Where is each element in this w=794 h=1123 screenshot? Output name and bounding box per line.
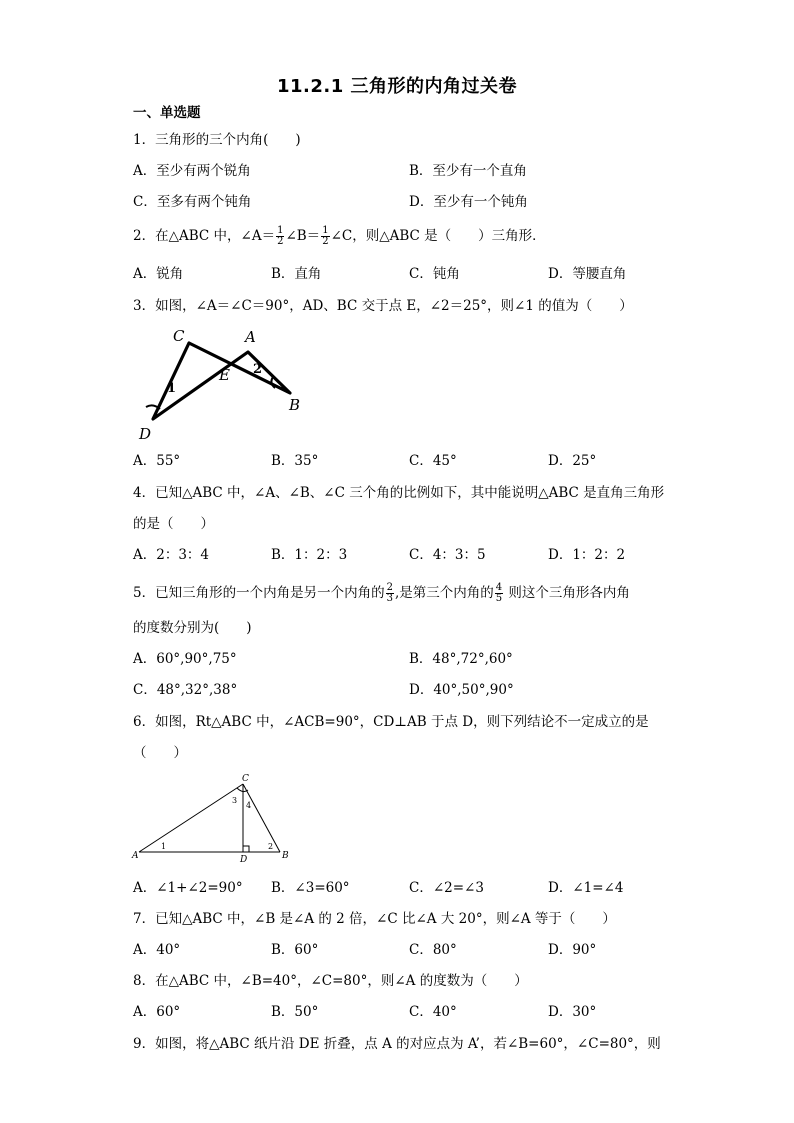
q5-frac1-den: 3: [386, 593, 393, 604]
q6-stem-line1: 6．如图，Rt△ABC 中，∠ACB=90°，CD⊥AB 于点 D，则下列结论不一定成立的是: [133, 714, 649, 730]
q8-option-c: C．40°: [409, 1004, 457, 1020]
q3-option-a: A．55°: [133, 453, 181, 469]
q3-figure: [133, 325, 313, 445]
q7-option-a: A．40°: [133, 942, 181, 958]
q2-frac2-num: 1: [322, 225, 329, 236]
q2-option-b: B．直角: [271, 266, 322, 282]
q7-option-b: B．60°: [271, 942, 319, 958]
q6-option-d: D．∠1=∠4: [548, 880, 624, 896]
q4-option-a: A．2：3：4: [133, 547, 210, 563]
q2-stem: [133, 226, 546, 247]
q6-label-angle-1: 1: [161, 842, 167, 851]
q2-stem-prefix: 2．在△ABC 中，∠A＝: [133, 228, 276, 244]
q6-label-c: C: [242, 774, 249, 784]
q5-stem-prefix: 5．已知三角形的一个内角是另一个内角的: [133, 585, 385, 601]
q3-stem: 3．如图，∠A＝∠C＝90°，AD、BC 交于点 E，∠2＝25°，则∠1 的值为（ ）: [133, 298, 633, 314]
q2-fraction-1: [276, 226, 284, 247]
q6-stem-line2: （ ）: [133, 745, 187, 761]
page-title: 11.2.1 三角形的内角过关卷: [276, 76, 518, 97]
q3-option-d: D．25°: [548, 453, 597, 469]
q5-option-d: D．40°,50°,90°: [409, 682, 514, 698]
q1-stem: 1．三角形的三个内角( ): [133, 132, 301, 148]
q3-label-c: C: [173, 327, 185, 345]
q6-side-ac: [139, 784, 243, 852]
q6-option-b: B．∠3=60°: [271, 880, 350, 896]
q4-stem-line1: 4．已知△ABC 中，∠A、∠B、∠C 三个角的比例如下，其中能说明△ABC 是直角三角形: [133, 485, 665, 501]
q2-option-d: D．等腰直角: [548, 266, 627, 282]
q6-label-a: A: [132, 851, 139, 861]
q3-option-b: B．35°: [271, 453, 319, 469]
q7-option-d: D．90°: [548, 942, 597, 958]
q8-stem: 8．在△ABC 中，∠B=40°，∠C=80°，则∠A 的度数为（ ）: [133, 973, 528, 989]
q5-frac2-den: 5: [495, 593, 503, 604]
q3-option-c: C．45°: [409, 453, 457, 469]
q2-stem-suffix: ∠C，则△ABC 是（ ）三角形．: [330, 228, 546, 244]
q3-label-angle-1: 1: [167, 381, 177, 396]
q2-frac2-den: 2: [322, 236, 329, 247]
q6-label-d: D: [240, 855, 248, 864]
q5-option-b: B．48°,72°,60°: [409, 651, 513, 667]
section-heading: 一、单选题: [133, 105, 201, 121]
q8-option-a: A．60°: [133, 1004, 181, 1020]
q6-label-angle-3: 3: [232, 796, 238, 805]
q5-frac1-num: 2: [386, 582, 393, 593]
q4-option-b: B．1：2：3: [271, 547, 348, 563]
q6-label-angle-4: 4: [246, 801, 252, 810]
q2-fraction-2: [321, 226, 329, 247]
q5-stem-mid: ,是第三个内角的: [394, 585, 494, 601]
q2-frac1-num: 1: [277, 225, 284, 236]
q4-stem-line2: 的是（ ）: [133, 516, 214, 532]
q2-stem-mid: ∠B＝: [285, 228, 321, 244]
q3-label-e: E: [219, 366, 230, 384]
q8-option-b: B．50°: [271, 1004, 319, 1020]
q3-label-a: A: [245, 328, 256, 346]
q5-fraction-1: [386, 583, 394, 604]
q5-fraction-2: [495, 583, 503, 604]
q3-label-d: D: [139, 425, 152, 443]
q5-stem-line1: [133, 583, 630, 604]
q8-option-d: D．30°: [548, 1004, 597, 1020]
q6-side-bc: [243, 784, 280, 852]
q9-stem: 9．如图，将△ABC 纸片沿 DE 折叠，点 A 的对应点为 A’，若∠B=60°，∠C=80°，则: [133, 1036, 661, 1052]
q5-option-a: A．60°,90°,75°: [133, 651, 237, 667]
q2-frac1-den: 2: [277, 236, 284, 247]
q7-option-c: C．80°: [409, 942, 457, 958]
q6-option-c: C．∠2=∠3: [409, 880, 484, 896]
q1-option-a: A．至少有两个锐角: [133, 163, 251, 179]
q2-option-c: C．钝角: [409, 266, 460, 282]
q6-label-angle-2: 2: [268, 842, 274, 851]
q7-stem: 7．已知△ABC 中，∠B 是∠A 的 2 倍，∠C 比∠A 大 20°，则∠A 等于（ ）: [133, 911, 616, 927]
q1-option-d: D．至少有一个钝角: [409, 194, 528, 210]
q6-right-angle-mark: [243, 846, 249, 852]
q1-option-b: B．至少有一个直角: [409, 163, 527, 179]
q6-figure: [130, 772, 295, 864]
q3-label-angle-2: 2: [253, 362, 263, 377]
q6-label-b: B: [282, 851, 289, 861]
q4-option-c: C．4：3：5: [409, 547, 486, 563]
q3-label-b: B: [289, 396, 301, 414]
q5-stem-suffix: 则这个三角形各内角: [504, 585, 630, 601]
q1-option-c: C．至多有两个钝角: [133, 194, 252, 210]
q5-stem-line2: 的度数分别为( ): [133, 620, 252, 636]
q6-option-a: A．∠1+∠2=90°: [133, 880, 243, 896]
q2-option-a: A．锐角: [133, 266, 184, 282]
q5-frac2-num: 4: [495, 582, 503, 593]
q5-option-c: C．48°,32°,38°: [133, 682, 238, 698]
q4-option-d: D．1：2：2: [548, 547, 626, 563]
